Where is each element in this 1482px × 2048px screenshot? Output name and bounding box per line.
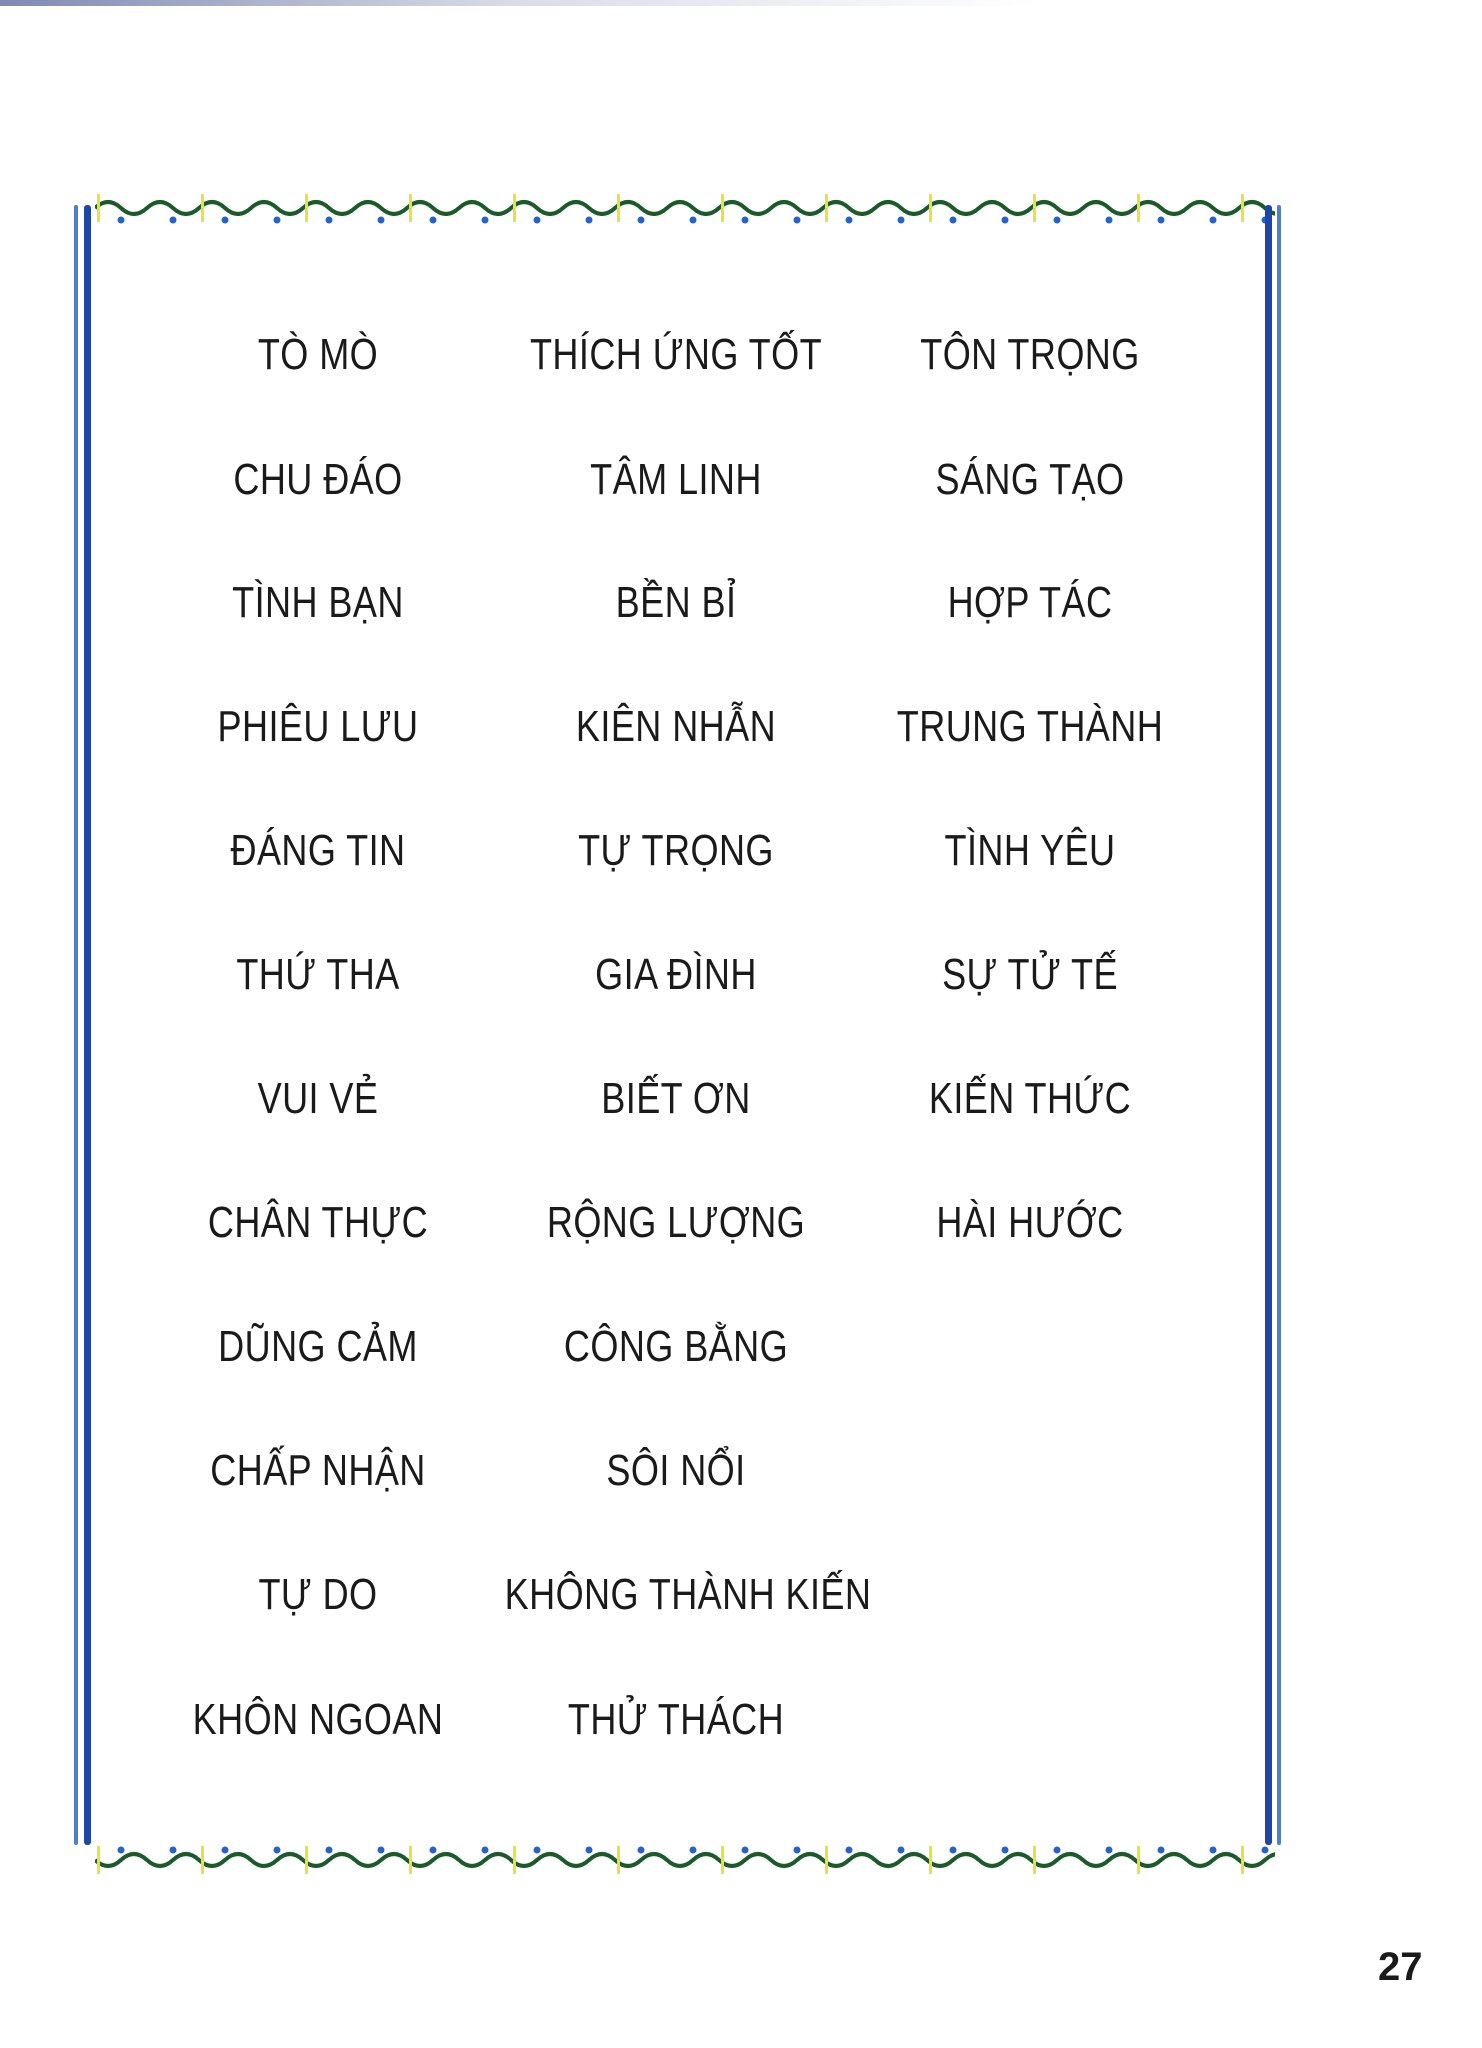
word-item: BIẾT ƠN <box>601 1074 751 1123</box>
border-dot <box>430 1847 437 1854</box>
wave-line <box>95 1854 1275 1866</box>
border-tick <box>97 194 100 222</box>
border-dot <box>846 217 853 224</box>
border-dot <box>1210 1847 1217 1854</box>
border-dot <box>950 1847 957 1854</box>
border-dot <box>638 217 645 224</box>
word-item: HỢP TÁC <box>947 578 1113 627</box>
border-tick <box>1033 1846 1036 1874</box>
border-dot <box>742 1847 749 1854</box>
border-dot <box>1262 1847 1269 1854</box>
scan-edge-shadow <box>0 0 1482 6</box>
border-tick <box>617 194 620 222</box>
word-item: BỀN BỈ <box>615 578 737 627</box>
word-item: HÀI HƯỚC <box>936 1198 1124 1247</box>
border-dot <box>170 1847 177 1854</box>
word-item: CHÂN THỰC <box>207 1198 429 1247</box>
border-dot <box>378 217 385 224</box>
word-item: ĐÁNG TIN <box>230 826 406 875</box>
border-dot <box>1210 217 1217 224</box>
border-dot <box>690 1847 697 1854</box>
border-dot <box>274 217 281 224</box>
border-dot <box>274 1847 281 1854</box>
border-tick <box>97 1846 100 1874</box>
border-dot <box>482 1847 489 1854</box>
border-tick <box>929 194 932 222</box>
border-tick <box>513 1846 516 1874</box>
border-dot <box>794 217 801 224</box>
word-item: GIA ĐÌNH <box>595 950 757 999</box>
border-tick <box>1033 194 1036 222</box>
word-item: KIÊN NHẪN <box>575 702 777 751</box>
word-item: KHÔN NGOAN <box>192 1695 444 1744</box>
word-item: CÔNG BẰNG <box>563 1322 789 1371</box>
border-tick <box>305 194 308 222</box>
word-item: DŨNG CẢM <box>218 1322 418 1371</box>
word-item: SÔI NỔI <box>606 1446 746 1495</box>
decorative-border-right <box>1262 205 1284 1845</box>
border-dot <box>742 217 749 224</box>
border-dot <box>534 217 541 224</box>
border-dot <box>638 1847 645 1854</box>
border-dot <box>794 1847 801 1854</box>
border-tick <box>409 194 412 222</box>
border-tick <box>721 1846 724 1874</box>
border-tick <box>513 194 516 222</box>
word-item: TÌNH YÊU <box>944 826 1116 875</box>
word-item: KIẾN THỨC <box>928 1074 1132 1123</box>
border-dot <box>118 1847 125 1854</box>
border-dot <box>222 217 229 224</box>
border-tick <box>929 1846 932 1874</box>
border-tick <box>721 194 724 222</box>
border-dot <box>1158 1847 1165 1854</box>
border-dot <box>534 1847 541 1854</box>
border-dot <box>222 1847 229 1854</box>
word-item: SỰ TỬ TẾ <box>942 950 1118 999</box>
border-dot <box>898 1847 905 1854</box>
border-dot <box>118 217 125 224</box>
word-item: TÒ MÒ <box>257 330 379 379</box>
border-dot <box>1054 1847 1061 1854</box>
decorative-border-top <box>95 178 1275 238</box>
border-dot <box>1002 1847 1009 1854</box>
border-dot <box>950 217 957 224</box>
word-item: TRUNG THÀNH <box>896 702 1164 751</box>
word-item: PHIÊU LƯU <box>217 702 419 751</box>
decorative-border-bottom <box>95 1830 1275 1890</box>
word-item: THỨ THA <box>236 950 400 999</box>
word-item: CHU ĐÁO <box>233 455 403 504</box>
word-item: RỘNG LƯỢNG <box>546 1198 806 1247</box>
border-dot <box>1106 217 1113 224</box>
border-dot <box>482 217 489 224</box>
page-number: 27 <box>1378 1945 1423 1989</box>
border-tick <box>1241 1846 1244 1874</box>
word-item: TỰ DO <box>258 1570 378 1619</box>
border-dot <box>430 217 437 224</box>
border-tick <box>201 1846 204 1874</box>
border-dot <box>326 217 333 224</box>
border-dot <box>846 1847 853 1854</box>
word-item: THỬ THÁCH <box>567 1695 785 1744</box>
word-item: TỰ TRỌNG <box>578 826 774 875</box>
word-item: VUI VẺ <box>257 1074 379 1123</box>
border-tick <box>409 1846 412 1874</box>
border-tick <box>305 1846 308 1874</box>
border-dot <box>690 217 697 224</box>
border-dot <box>1002 217 1009 224</box>
word-item: CHẤP NHẬN <box>210 1446 426 1495</box>
border-dot <box>898 217 905 224</box>
border-tick <box>825 1846 828 1874</box>
border-dot <box>326 1847 333 1854</box>
border-dot <box>586 217 593 224</box>
border-dot <box>586 1847 593 1854</box>
border-dot <box>1054 217 1061 224</box>
wave-line <box>95 202 1275 214</box>
border-tick <box>1137 1846 1140 1874</box>
border-dot <box>1106 1847 1113 1854</box>
border-tick <box>1241 194 1244 222</box>
word-item: THÍCH ỨNG TỐT <box>529 330 823 379</box>
border-tick <box>201 194 204 222</box>
decorative-border-left <box>72 205 94 1845</box>
border-tick <box>1137 194 1140 222</box>
border-dot <box>1158 217 1165 224</box>
border-tick <box>617 1846 620 1874</box>
border-dot <box>170 217 177 224</box>
word-item: TÔN TRỌNG <box>920 330 1140 379</box>
word-item: TÂM LINH <box>590 455 762 504</box>
border-dot <box>378 1847 385 1854</box>
border-tick <box>825 194 828 222</box>
word-item: TÌNH BẠN <box>232 578 404 627</box>
word-item: SÁNG TẠO <box>935 455 1125 504</box>
word-item: KHÔNG THÀNH KIẾN <box>504 1570 872 1619</box>
